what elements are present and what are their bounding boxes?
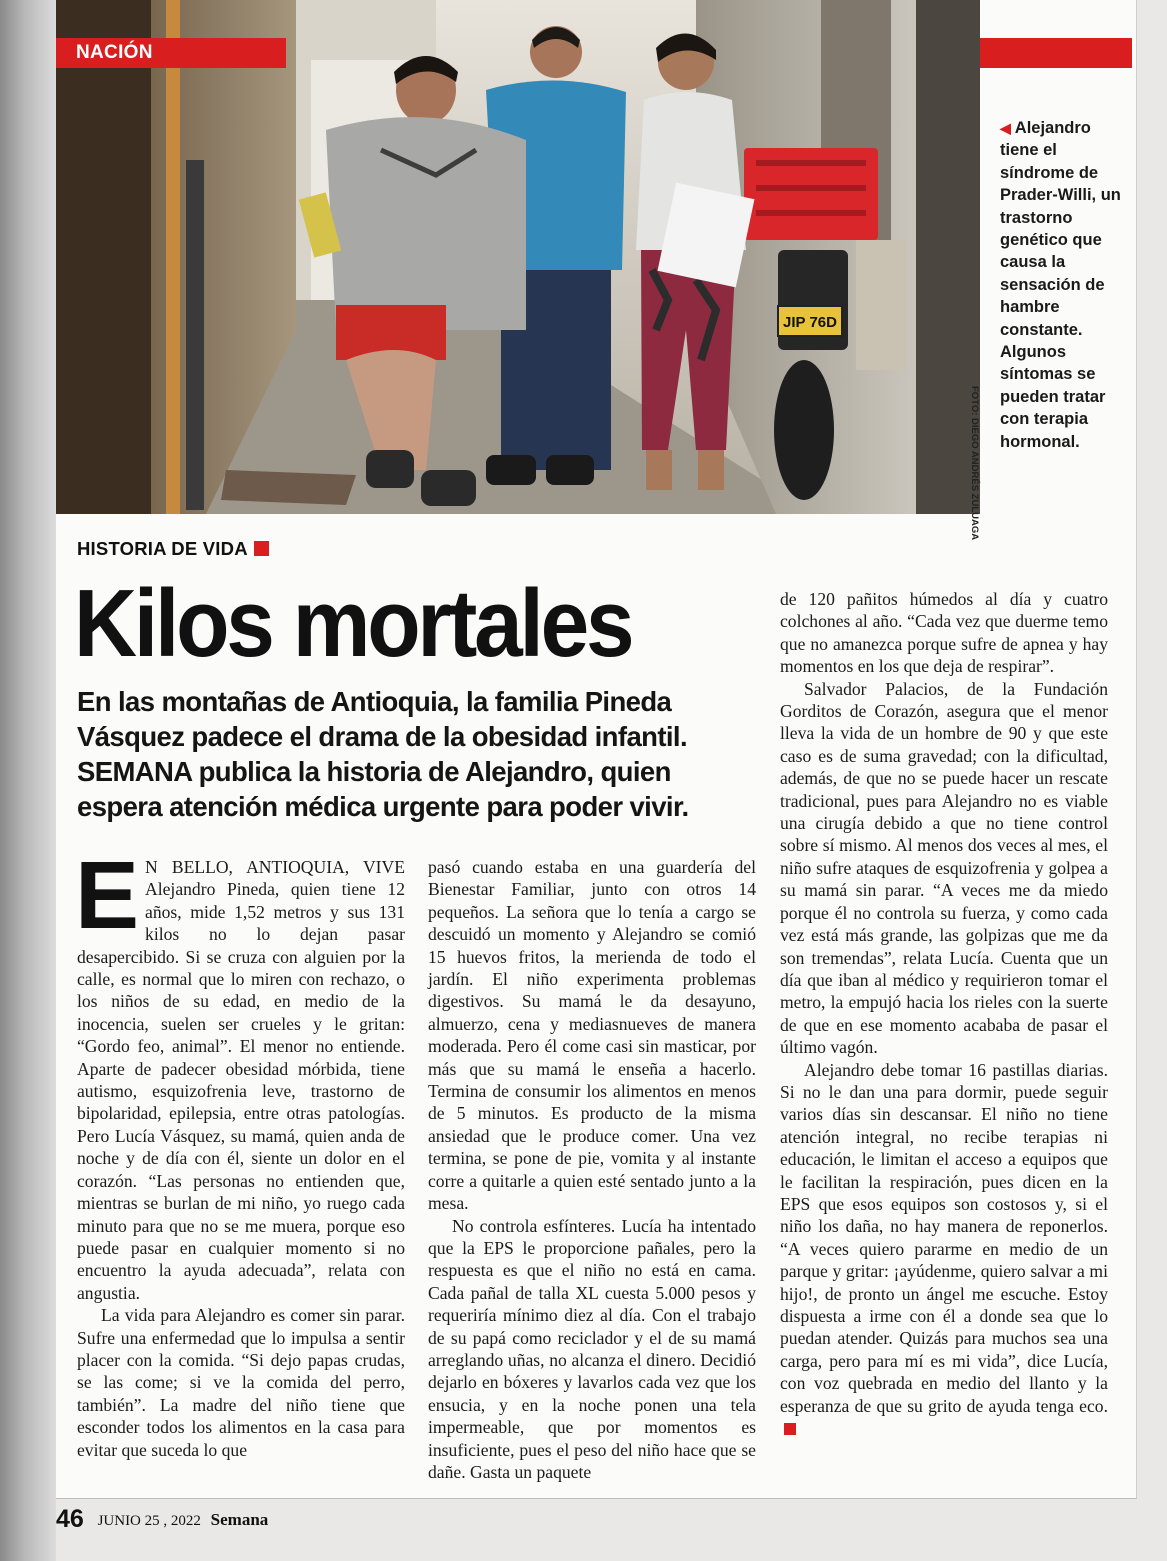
column-2 bbox=[428, 856, 756, 1483]
paragraph: La vida para Alejandro es comer sin parar. Sufre una enfermedad que lo impulsa a sentir placer con la comida. “Si dejo papas crudas, se las come; si ve la comida del perro, también”. La madre del niño tiene que esconder todos los alimentos en la casa para evitar que suceda lo que bbox=[77, 1305, 405, 1460]
paragraph-text: Alejandro debe tomar 16 pastillas diarias. Si no le dan una para dormir, puede seguir varios días sin descansar. El niño no tiene atención integral, no recibe terapias ni educación, le limitan el acceso a equipos que le facilitan la respiración, pues dicen en la EPS que esos equipos son costosos y, si el niño los daña, no hay manera de reponerlos. “A veces quiero pararme en medio de un parque y gritar: ¡ayúdenme, quiero salvar a mi hijo!, de pronto un ángel me escuche. Estoy dispuesta a irme con él a donde sea que lo puedan atender. Quizás para muchos sea una carga, pero para mí es mi vida”, dice Lucía, con voz quebrada en medio del llanto y la esperanza de que su grito de ayuda tenga eco. bbox=[780, 1059, 1108, 1416]
page-number: 46 bbox=[56, 1505, 84, 1533]
kicker bbox=[77, 538, 269, 560]
column-1 bbox=[75, 842, 405, 1461]
section-tag: NACIÓN bbox=[56, 38, 286, 68]
license-plate-text: JIP 76D bbox=[783, 314, 837, 331]
photo-illustration bbox=[56, 0, 980, 541]
kicker-square-icon bbox=[254, 541, 269, 556]
page-footer bbox=[56, 1505, 268, 1534]
magazine-page bbox=[56, 0, 1137, 1499]
paragraph: pasó cuando estaba en una guardería del Bienestar Familiar, junto con otros 14 pequeños. La señora que lo tenía a cargo se descuidó un momento y Alejandro se comió 15 huevos fritos, la merienda de todo el jardín. El niño experimenta problemas digestivos. Su mamá le da desayuno, almuerzo, cena y mediasnueves de manera moderada. Pero él come casi sin masticar, por más que su mamá le enseña a hacerlo. Termina de consumir los alimentos en menos de 5 minutos. Es producto de la misma ansiedad que le produce comer. Una vez termina, se pone de pie, vomita y al instante corre a quitarle a quien esté sentado junto a la mesa. bbox=[428, 857, 756, 1214]
lead-photo bbox=[56, 0, 980, 541]
headline: Kilos mortales bbox=[74, 570, 632, 677]
paragraph-text: N BELLO, ANTIOQUIA, VIVE Alejandro Pineda, quien tiene 12 años, mide 1,52 metros y sus 131 kilos no lo dejan pasar desapercibido. Si se cruza con alguien por la calle, es normal que lo miren con rechazo, o los niños de su edad, en medio de la inocencia, suelen ser crueles y le gritan: “Gordo feo, animal”. El menor no entiende. Aparte de padecer obesidad mórbida, tiene autismo, esquizofrenia leve, trastorno de bipolaridad, epilepsia, entre otras patologías. Pero Lucía Vásquez, su mamá, quien anda de noche y de día con él, siente un dolor en el corazón. “Las personas no entienden que, mientras se burlan de mi niño, yo ruego cada minuto para que no se me muera, porque eso puede pasar en cualquier momento si no encuentro la ayuda adecuada”, relata con angustia. bbox=[77, 857, 405, 1303]
magazine-name: Semana bbox=[210, 1510, 269, 1529]
end-mark-icon bbox=[784, 1423, 796, 1435]
caption-pointer-icon: ◀ bbox=[1000, 120, 1011, 136]
photo-caption bbox=[1000, 117, 1126, 453]
binding-gutter bbox=[0, 0, 56, 1561]
photo-credit: FOTO: DIEGO ANDRÉS ZULUAGA bbox=[969, 386, 980, 541]
paragraph bbox=[780, 1059, 1108, 1440]
paragraph: No controla esfínteres. Lucía ha intentado que la EPS le proporcione pañales, pero la respuesta es que el niño no está en cama. Cada pañal de talla XL cuesta 5.000 pesos y requeriría mínimo diez al día. Con el trabajo de su papá como reciclador y el de su mamá arreglando uñas, no alcanza el dinero. Decidió dejarlo en bóxeres y lavarlos cada vez que los ensucia, y en la noche ponen una tela impermeable, que por momentos es insuficiente, pues el peso del niño hace que se dañe. Gasta un paquete bbox=[428, 1215, 756, 1482]
section-bar bbox=[980, 38, 1132, 68]
column-3 bbox=[780, 588, 1108, 1439]
paragraph: Salvador Palacios, de la Fundación Gorditos de Corazón, asegura que el menor lleva la vida de un hombre de 90 y que este caso es de suma gravedad; con la dificultad, además, de que no se puede hacer un rescate tradicional, pues para Alejandro no es viable una cirugía debido a que no tiene control sobre sí mismo. Al menos dos veces al mes, el niño sufre ataques de esquizofrenia y golpea a su mamá sin parar. “A veces me da miedo porque él no controla su fuerza, y como cada vez está más grande, las golpizas que me da son tremendas”, relata Lucía. Cuenta que un día que iban al médico y requirieron tomar el metro, la empujó hacia los rieles con la suerte de que en ese momento acababa de pasar el último vagón. bbox=[780, 678, 1108, 1058]
paragraph bbox=[75, 842, 405, 1304]
lede: En las montañas de Antioquia, la familia Pineda Vásquez padece el drama de la obesidad infantil. SEMANA publica la historia de Alejandro, quien espera atención médica urgente para poder vivir. bbox=[77, 686, 689, 822]
issue-date: JUNIO 25 , 2022 bbox=[97, 1513, 201, 1529]
caption-text: Alejandro tiene el síndrome de Prader-Willi, un trastorno genético que causa la sensación de hambre constante. Algunos síntomas se pueden tratar con terapia hormonal. bbox=[1000, 119, 1121, 451]
kicker-text: HISTORIA DE VIDA bbox=[77, 538, 248, 559]
paragraph: de 120 pañitos húmedos al día y cuatro colchones al año. “Cada vez que duerme temo que no amanezca porque sufre de apnea y hay momentos en los que deja de respirar”. bbox=[780, 589, 1108, 677]
drop-cap: E bbox=[75, 842, 140, 949]
